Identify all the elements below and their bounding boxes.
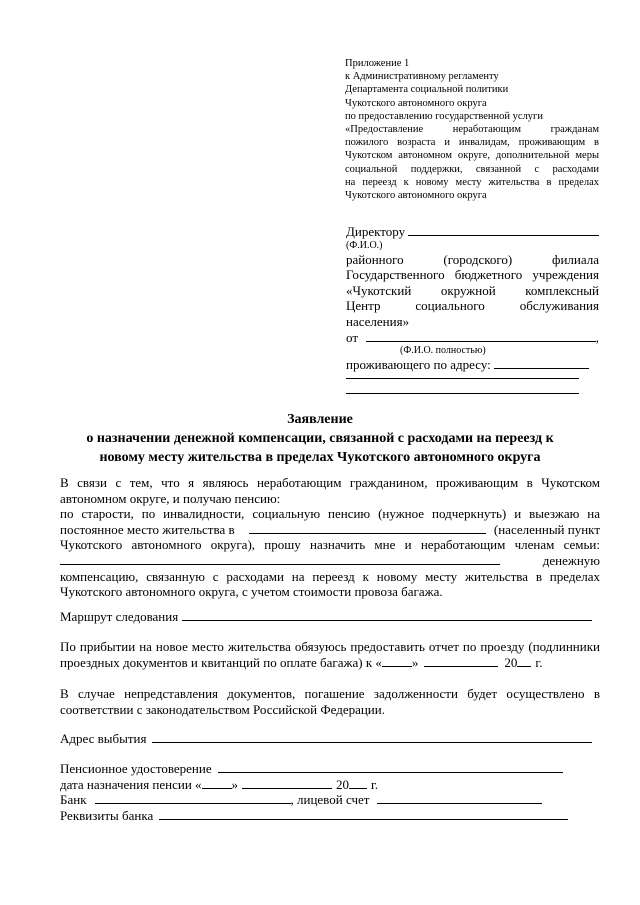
departure-row-wrap: [60, 731, 600, 747]
residing-label: проживающего по адресу:: [346, 357, 491, 373]
addressee-line: Государственного бюджетного учреждения: [346, 267, 599, 283]
text-fragment: (населенный пункт: [493, 521, 600, 537]
director-row: [346, 224, 599, 240]
appendix-line: пожилого возраста и инвалидам, проживающим в: [345, 137, 599, 149]
from-label: от: [346, 329, 359, 345]
text-fragment: 20: [336, 776, 350, 792]
appendix-line: на переезд к новому месту жительства в пределах: [345, 176, 599, 188]
route-field[interactable]: [182, 609, 592, 621]
destination-row: [60, 522, 600, 538]
text-line: Чукотского автономного округа), прошу назначить мне и неработающим членам семьи:: [60, 537, 600, 553]
text-fragment: »: [411, 654, 419, 670]
bank-row: [60, 792, 600, 808]
fio-caption: (Ф.И.О.): [346, 239, 383, 251]
account-number-field[interactable]: [377, 792, 542, 804]
bank-details-field[interactable]: [159, 808, 568, 820]
bank-details-row: [60, 808, 600, 824]
text-line: В случае непредставления документов, погашение задолженности будет осуществлено в: [60, 686, 600, 701]
document-title: [40, 410, 600, 467]
pension-cert-row: [60, 761, 600, 777]
text-line: автономном округе, и получаю пенсию:: [60, 490, 281, 506]
text-line: По прибытии на новое место жительства обязуюсь предоставить отчет по проезду (подлинники: [60, 639, 600, 654]
title-line: Заявление: [287, 412, 353, 427]
appendix-line: социальной поддержки, связанной с расходами: [345, 163, 599, 175]
text-line: соответствии с законодательством Российской Федерации.: [60, 701, 385, 717]
pension-month-field[interactable]: [242, 777, 332, 789]
text-fragment: »: [231, 776, 239, 792]
bank-name-field[interactable]: [95, 792, 291, 804]
appendix-line: Департамента социальной политики: [345, 84, 509, 96]
departure-address-field[interactable]: [152, 731, 592, 743]
pension-bank-block: [60, 761, 600, 823]
pension-day-field[interactable]: [202, 777, 232, 789]
from-comma: ,: [595, 329, 599, 345]
appendix-line: к Административному регламенту: [345, 71, 499, 83]
bank-label: Банк: [60, 792, 87, 808]
addressee-line: Центр социального обслуживания: [346, 298, 599, 314]
text-line: В связи с тем, что я являюсь неработающим гражданином, проживающим в Чукотском: [60, 475, 600, 490]
director-name-field[interactable]: [408, 224, 599, 236]
title-line: о назначении денежной компенсации, связанной с расходами на переезд к: [86, 431, 554, 446]
paragraph-debt: [60, 686, 600, 717]
paragraph-report: [60, 639, 600, 670]
text-line: компенсацию, связанную с расходами на переезд к новому месту жительства в пределах: [60, 568, 600, 584]
appendix-line: Приложение 1: [345, 58, 410, 69]
appendix-line: по предоставлению государственной услуги: [345, 110, 543, 122]
fio-full-caption: (Ф.И.О. полностью): [400, 345, 486, 357]
address-field-line-2[interactable]: [346, 378, 579, 379]
address-field-line-3[interactable]: [346, 393, 579, 394]
text-fragment: денежную: [542, 552, 600, 568]
text-line: по старости, по инвалидности, социальную пенсию (нужное подчеркнуть) и выезжаю на: [60, 506, 600, 522]
pension-date-row: [60, 777, 600, 793]
route-row-wrap: [60, 609, 600, 625]
applicant-name-field[interactable]: [366, 330, 596, 342]
title-line: новому месту жительства в пределах Чукотского автономного округа: [99, 450, 541, 465]
director-label: Директору: [346, 224, 406, 239]
text-fragment: дата назначения пенсии «: [60, 776, 202, 792]
route-label: Маршрут следования: [60, 609, 179, 624]
addressee-line: районного (городского) филиала: [346, 251, 599, 267]
destination-field[interactable]: [249, 522, 486, 534]
appendix-line: Чукотского автономного округа: [345, 97, 487, 109]
family-members-field[interactable]: [60, 553, 500, 565]
pension-year-field[interactable]: [349, 777, 367, 789]
text-fragment: постоянное место жительства в: [60, 521, 235, 537]
report-month-field[interactable]: [424, 655, 498, 667]
account-label: , лицевой счет: [290, 792, 370, 808]
pension-cert-field[interactable]: [218, 761, 563, 773]
text-fragment: г.: [535, 654, 543, 670]
pension-cert-label: Пенсионное удостоверение: [60, 761, 212, 776]
report-year-field[interactable]: [517, 655, 531, 667]
addressee-line: населения»: [346, 313, 410, 329]
residing-row: [346, 357, 599, 373]
text-fragment: г.: [371, 776, 379, 792]
addressee-block: [346, 224, 599, 373]
report-day-field[interactable]: [382, 655, 412, 667]
departure-row: [60, 731, 600, 747]
appendix-line: Чукотском автономном округе, дополнительной меры: [345, 150, 599, 162]
address-field[interactable]: [494, 357, 589, 369]
appendix-line: Чукотского автономного округа: [345, 190, 487, 202]
departure-label: Адрес выбытия: [60, 731, 147, 746]
text-fragment: проездных документов и квитанций по оплате багажа) к «: [60, 654, 382, 670]
appendix-block: [345, 57, 599, 202]
text-fragment: 20: [504, 654, 518, 670]
report-date-row: [60, 655, 600, 671]
appendix-line: «Предоставление неработающим гражданам: [345, 124, 599, 136]
bank-details-label: Реквизиты банка: [60, 807, 154, 823]
family-row: [60, 553, 600, 569]
text-line: Чукотского автономного округа, с учетом стоимости провоза багажа.: [60, 584, 443, 600]
route-row: [60, 609, 600, 625]
addressee-line: «Чукотский окружной комплексный: [346, 282, 599, 298]
paragraph-request: [60, 475, 600, 600]
from-row: [346, 330, 599, 346]
